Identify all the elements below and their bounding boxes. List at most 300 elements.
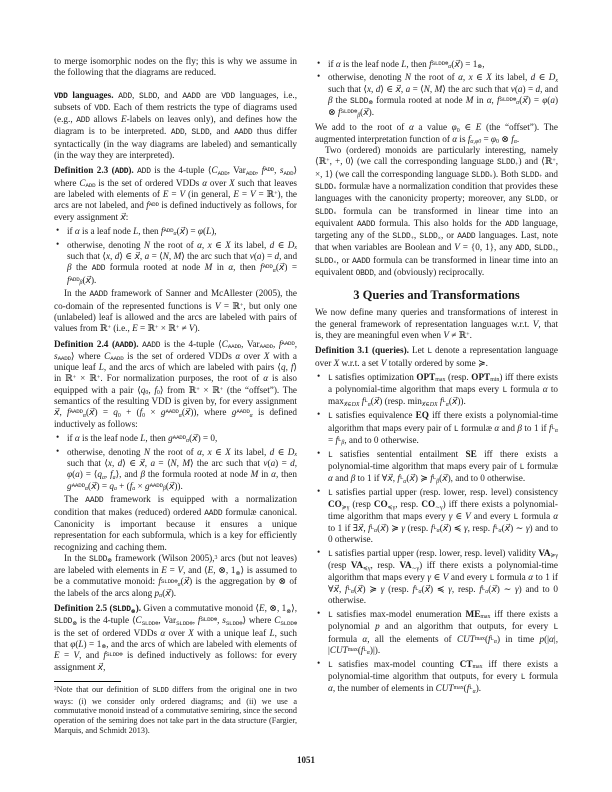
text-run: (resp. [405,522,431,533]
text-run: , such that [54,627,297,649]
text-run: ). [128,165,134,176]
text-run: α [553,510,559,521]
text-run: SLDD⊗ [499,95,517,103]
text-run: a [550,94,555,105]
text-run: or [546,193,559,204]
text-run: ⊗ [130,608,136,615]
text-run: α [74,225,80,236]
text-run: Let [408,345,428,356]
text-run: CUT [435,683,454,694]
text-run: )). [174,480,183,491]
text-run: , Var [241,338,260,349]
text-run: its label, [491,72,531,83]
text-run: formula [494,571,529,582]
text-run: α [472,688,476,695]
text-run: f [67,274,70,285]
text-run: E [258,603,265,614]
text-run: AADD [281,339,295,347]
text-run: AADD [236,408,250,416]
text-run: α [374,528,378,535]
text-run: the root of [411,72,459,83]
text-run: ⊗ [101,644,107,651]
text-run: ). [90,274,97,285]
text-run: ∈ [211,446,226,457]
bullet-item [315,609,558,656]
text-run: , ⊗, 1 [264,603,287,614]
text-run: E [121,114,127,125]
text-run: α [272,267,276,274]
text-run: SLDD⊗ [176,619,193,627]
text-run: ADD [76,116,90,126]
text-run: a [270,458,276,468]
text-run: formula can be transformed in linear time into an equivalent [315,205,558,228]
text-run: α [367,401,371,408]
text-run: EQ [415,410,429,421]
text-run: ) = 1 [459,58,478,69]
text-run: , and the arcs of which are labeled with elements of [106,638,297,649]
text-run: s [279,165,284,176]
text-run: ADD [137,167,151,177]
text-run: φ [197,225,203,236]
text-run: N [162,250,169,261]
text-run: ( [354,583,358,594]
text-run: In the [64,552,89,563]
text-run: ) ≽ [362,583,381,594]
text-run: max [453,685,464,692]
text-run: α [335,58,341,69]
text-run: , [429,83,435,94]
text-run: SLDD [315,207,334,217]
text-run: x⃗ [409,473,415,484]
text-run: , [201,239,208,250]
text-run: L [98,362,104,373]
text-run: β [79,280,83,287]
text-run: a [112,474,116,481]
text-run: are [200,89,222,100]
text-run: f [549,422,552,433]
text-run: iff there exists a polynomial-time algorithm that maps every pair of [328,410,558,433]
text-run: (i.e., [110,323,133,334]
bullet-icon: • [317,370,321,381]
text-run: , [491,94,497,105]
text-run: satisfies partial upper (resp. lower, resp. level) consistency [332,487,558,497]
text-run: N [423,83,430,94]
text-run: x⃗ [183,576,190,587]
text-run: min [490,377,500,384]
text-run: L [370,523,375,531]
bullet-icon: • [56,224,60,235]
text-run: X [486,72,492,83]
text-run: X [433,401,438,408]
text-run: = ⟨ [410,83,424,94]
text-run: ( [484,633,488,644]
text-run: languages. Last, note that when variables are Boolean and [315,230,559,253]
text-run: x⃗ [333,583,339,594]
text-run: γ [515,583,519,594]
text-run: iff there exists a polynomial-time algorithm that maps every pair of [328,448,558,471]
text-run: AADD [89,290,108,300]
text-run: x⃗ [442,522,449,533]
text-run: ( [406,473,410,484]
text-run: V [188,323,195,334]
text-run: is a leaf node [79,225,134,236]
text-run: γ [380,583,385,594]
text-run: , [176,458,183,468]
text-run: = [166,565,178,576]
text-run: α [542,384,548,395]
text-run: to 1 if ∃ [328,522,358,533]
text-run: , resp. [467,522,493,533]
text-run: ⊗ [72,620,78,627]
text-run: d [269,239,275,250]
text-run: × [135,480,145,491]
text-run: , [462,72,469,83]
text-run: = ⟨ [155,458,171,468]
bullet-icon: • [317,657,321,668]
text-run: framework (Wilson 2005), [112,552,215,563]
text-run: (resp [349,499,374,510]
text-run: , [285,362,291,373]
text-run: x [294,245,297,252]
text-run: OPT [416,371,436,382]
text-run: CUT [456,633,475,644]
text-run: formula [328,633,363,644]
text-run: ( [181,407,185,418]
bullet-item [54,447,297,492]
text-run: ⟩ is assumed to be a commutative monoid: [54,565,298,587]
text-run: Definition 2.4 ( [54,338,116,349]
text-run: X [263,350,270,361]
text-run: , and to 0 otherwise. [344,434,419,445]
text-run: L [133,225,139,236]
text-run: C [274,615,281,626]
text-run: α [202,177,208,188]
text-run: and every [470,510,514,521]
text-run: L [520,672,526,682]
text-run: ∈ [535,72,549,83]
text-run: X [355,401,360,408]
text-run: SLDD [520,170,540,180]
text-run: L [328,450,333,460]
text-run: N [143,446,151,457]
text-run: and [542,168,559,179]
text-run: f [103,650,106,661]
text-run: α [485,589,489,596]
text-run: )), where [190,407,232,418]
text-run: is the 4-tuple ⟨ [160,338,222,349]
text-run: is the set of ordered VDDs [123,350,236,361]
text-run: L [553,623,558,633]
text-run: We now define many queries and transformations of interest in the general framework of representation languages w.r.t. [315,307,558,329]
text-run: x⃗ [139,458,145,468]
text-run: X [188,627,194,638]
text-run: + [175,325,180,332]
text-run: ) (resp. min [379,396,422,407]
text-run: the [332,94,351,105]
text-run: max [474,635,485,642]
text-run: , [338,583,346,594]
text-run: x⃗ [54,407,60,418]
text-run: totally ordered by some ≽. [386,357,488,368]
text-run: f [439,396,443,407]
text-run: ≠ [179,323,189,334]
text-run: ≠ ℝ [448,329,467,340]
text-run: , [192,615,198,626]
right-column [315,56,558,697]
text-run: , and [79,650,104,661]
text-run: ADD [262,263,273,271]
text-run: thus differ syntactically (in the way diagrams are labeled) and semantically (in the way they are interpreted). [54,126,298,161]
text-run: ) = [284,262,297,273]
text-run: x⃗ [373,396,380,407]
text-run: iff there exists a polynomial [328,608,558,632]
text-run: ADD [118,91,132,101]
text-run: v [510,83,515,94]
text-run: ) and to 0 otherwise. [328,522,559,545]
text-run: ) = [94,407,114,418]
text-run: , or [440,230,458,241]
text-run: ) ≽ [385,522,402,533]
text-run: ≼γ [363,565,371,572]
text-run: satisfies equivalence [332,410,416,421]
text-run: d [290,458,295,468]
definition [315,345,558,369]
text-run: ⟩ the arc such that [442,83,511,94]
text-run: x⃗ [454,58,460,69]
text-run: α [197,239,202,250]
text-run: L [140,432,146,443]
text-run: ). [135,603,142,614]
text-run: x⃗ [89,407,95,418]
text-run: AADD [115,340,134,350]
text-run: + [466,332,470,338]
text-run: p [539,633,545,644]
text-run: ⊗ [498,133,512,144]
text-run: L [328,489,333,498]
text-run: AADD [182,91,201,101]
text-run: otherwise, denoting [328,72,405,83]
text-run: ( [85,407,90,418]
text-run: = ℝ [255,188,275,199]
text-run: ≼γ [387,504,396,511]
text-run: ( [547,94,551,105]
text-run: γ [427,571,431,582]
text-run: ( [439,473,443,484]
text-run: allows [89,114,122,125]
text-run: its label, [230,239,270,250]
text-run: is also equipped with a pair ⟨ [54,373,297,395]
text-run: ) iff there exists a polynomial-time algorithm that maps every [328,499,558,521]
text-run: × [489,174,493,181]
left-column [54,56,297,736]
text-run: (the “offset”). The semantics of the resulting VDD is given by, for every assignment [54,384,297,407]
text-run: x [555,77,558,84]
text-run: , Var [227,165,246,176]
text-run: ) = [527,94,543,105]
text-run: formula [518,510,554,521]
text-run: x⃗ [184,407,191,418]
text-run: α [549,633,554,644]
text-run: ADD [264,166,275,174]
text-run: β [517,422,522,433]
text-run: f [496,94,500,105]
text-run: f [429,58,432,69]
text-run: ( [165,480,169,491]
text-run: ) = [261,250,275,261]
text-run: q [109,480,114,491]
text-run: x⃗ [168,480,175,491]
text-run: ), [211,225,217,236]
text-run: SLDD [139,91,158,101]
text-run: OPT [471,371,491,382]
text-run: ⟩ where [54,165,298,188]
text-run: , [110,250,115,261]
text-run: ). Both [492,168,521,179]
text-run: V [179,188,186,199]
text-run: α [445,401,449,408]
text-run: f [139,407,143,418]
text-run: Definition 3.1 (queries). [315,345,409,356]
text-run: In the [64,288,90,299]
text-run: α,φ0 [470,139,482,146]
text-run: ( [203,225,207,236]
text-run: q [280,362,286,373]
text-run: f [511,133,514,144]
text-run: x⃗ [451,396,458,407]
text-run: , and ⟨ [183,565,208,576]
text-run: 0 [142,412,146,419]
text-run: x⃗ [504,522,511,533]
text-run: 0 [496,139,499,146]
text-run: AADD [259,343,273,350]
text-run: E [161,565,167,576]
text-run: = ⟨ [149,250,163,261]
text-run: formula [525,670,558,681]
text-run: SE [465,448,477,459]
text-run: SLDD⊗ [141,619,159,627]
text-run: ( [75,638,79,649]
bullet-icon: • [317,486,321,496]
text-run: ⟩, and [115,469,141,480]
text-run: -labels on leaves only), and defines how the diagram is to be interpreted. [54,114,297,137]
text-run: , [255,165,262,176]
text-run: ) and ⟨ℝ [518,156,553,167]
text-run: L [427,347,432,357]
text-run: , [168,250,174,261]
text-run: in [212,262,229,273]
text-run: ⟩ where [70,350,105,361]
text-run: + [552,247,556,254]
text-run: L [269,627,275,638]
text-run: the formula rooted at node [145,469,251,480]
text-run: AADD [71,481,85,489]
text-run: f [345,583,348,594]
text-run: satisfies sentential entailment [332,448,466,459]
text-run: x⃗ [387,473,393,484]
text-run: CUT [329,644,348,655]
text-run: x⃗ [442,473,448,484]
text-run: C [221,338,228,349]
text-run: AADD [172,433,186,441]
text-run: α [418,589,422,596]
text-run: α [235,350,241,361]
text-run: AADD [356,219,376,229]
text-run: formulæ canonical. Canonicity is important because it ensures a unique representation for each subformula, which is a key for efficiently recognizing and caching them. [54,506,297,552]
text-run: = ℝ [137,323,156,334]
text-run: L [495,523,499,531]
text-run: AADD [165,408,179,416]
text-run: SLDD [112,605,131,615]
text-run: α [249,412,253,419]
text-run: AADD [234,128,253,138]
text-run: , resp. [395,499,422,510]
text-run: X [225,446,231,457]
text-run: ) iff there exists a polynomial-time algorithm that maps every [328,371,558,395]
text-run: = ℝ [220,300,240,311]
text-run: ∈ [430,571,443,582]
text-run: L [513,512,519,522]
text-run: N [143,239,151,250]
text-run: SLDD⊗ [160,577,178,585]
text-run: f [335,434,339,445]
text-run: ( [267,458,271,468]
text-run: f [430,522,434,533]
bullet-icon: • [317,409,321,420]
text-run: language, targeting any of the [315,217,558,241]
text-run: 0 [145,390,149,397]
text-run: max [480,614,491,621]
text-run: is defined inductively as follows: [54,407,297,429]
text-run: a [256,250,262,261]
text-run: ( [72,469,76,480]
text-run: . Each of them restricts the type of diagrams used (e.g., [54,101,297,125]
text-run: ( [162,587,166,598]
text-run: , and [157,89,183,100]
text-run: formula [507,384,543,395]
text-run: 3 Queries and Transformations [353,288,520,303]
text-run: L [328,610,333,620]
text-run: ). [475,683,482,694]
text-run: . [516,133,520,144]
bullet-icon: • [56,445,60,456]
text-run: L [399,474,404,482]
text-run: a [101,474,105,481]
text-run: a [150,458,156,468]
text-run: f [260,262,263,273]
text-run: φ [70,638,76,649]
text-run: ∈ [274,446,288,457]
text-run: , [555,242,558,253]
text-run: ( [463,683,467,694]
text-run: , Var [158,615,177,626]
text-run: SLDD⊗ [280,619,298,627]
text-run: L [453,424,459,434]
text-run: ∈ [459,122,476,133]
bullet-item [315,449,558,485]
text-run: ( [377,522,381,533]
text-run: differs from the original one in two ways: (i) we consider only ordered diagrams; and (ii) we use a commutative monoid instead of a commutative semiring, since the second operation of the semiring does not take part in the data structure (Fargier, Marquis, and Schmidt 2013). [54,684,298,736]
bullet-item [315,410,558,446]
text-run: in [473,94,487,105]
text-run: x⃗ [278,262,285,273]
text-run: and every [448,571,490,582]
bullet-item [54,433,297,444]
text-run: (resp. [445,371,472,382]
text-run: iff there exists a polynomial-time algorithm that outputs, for every [328,658,558,681]
text-run: x [468,72,473,83]
text-run: D [287,446,295,457]
text-run: L [328,373,333,383]
